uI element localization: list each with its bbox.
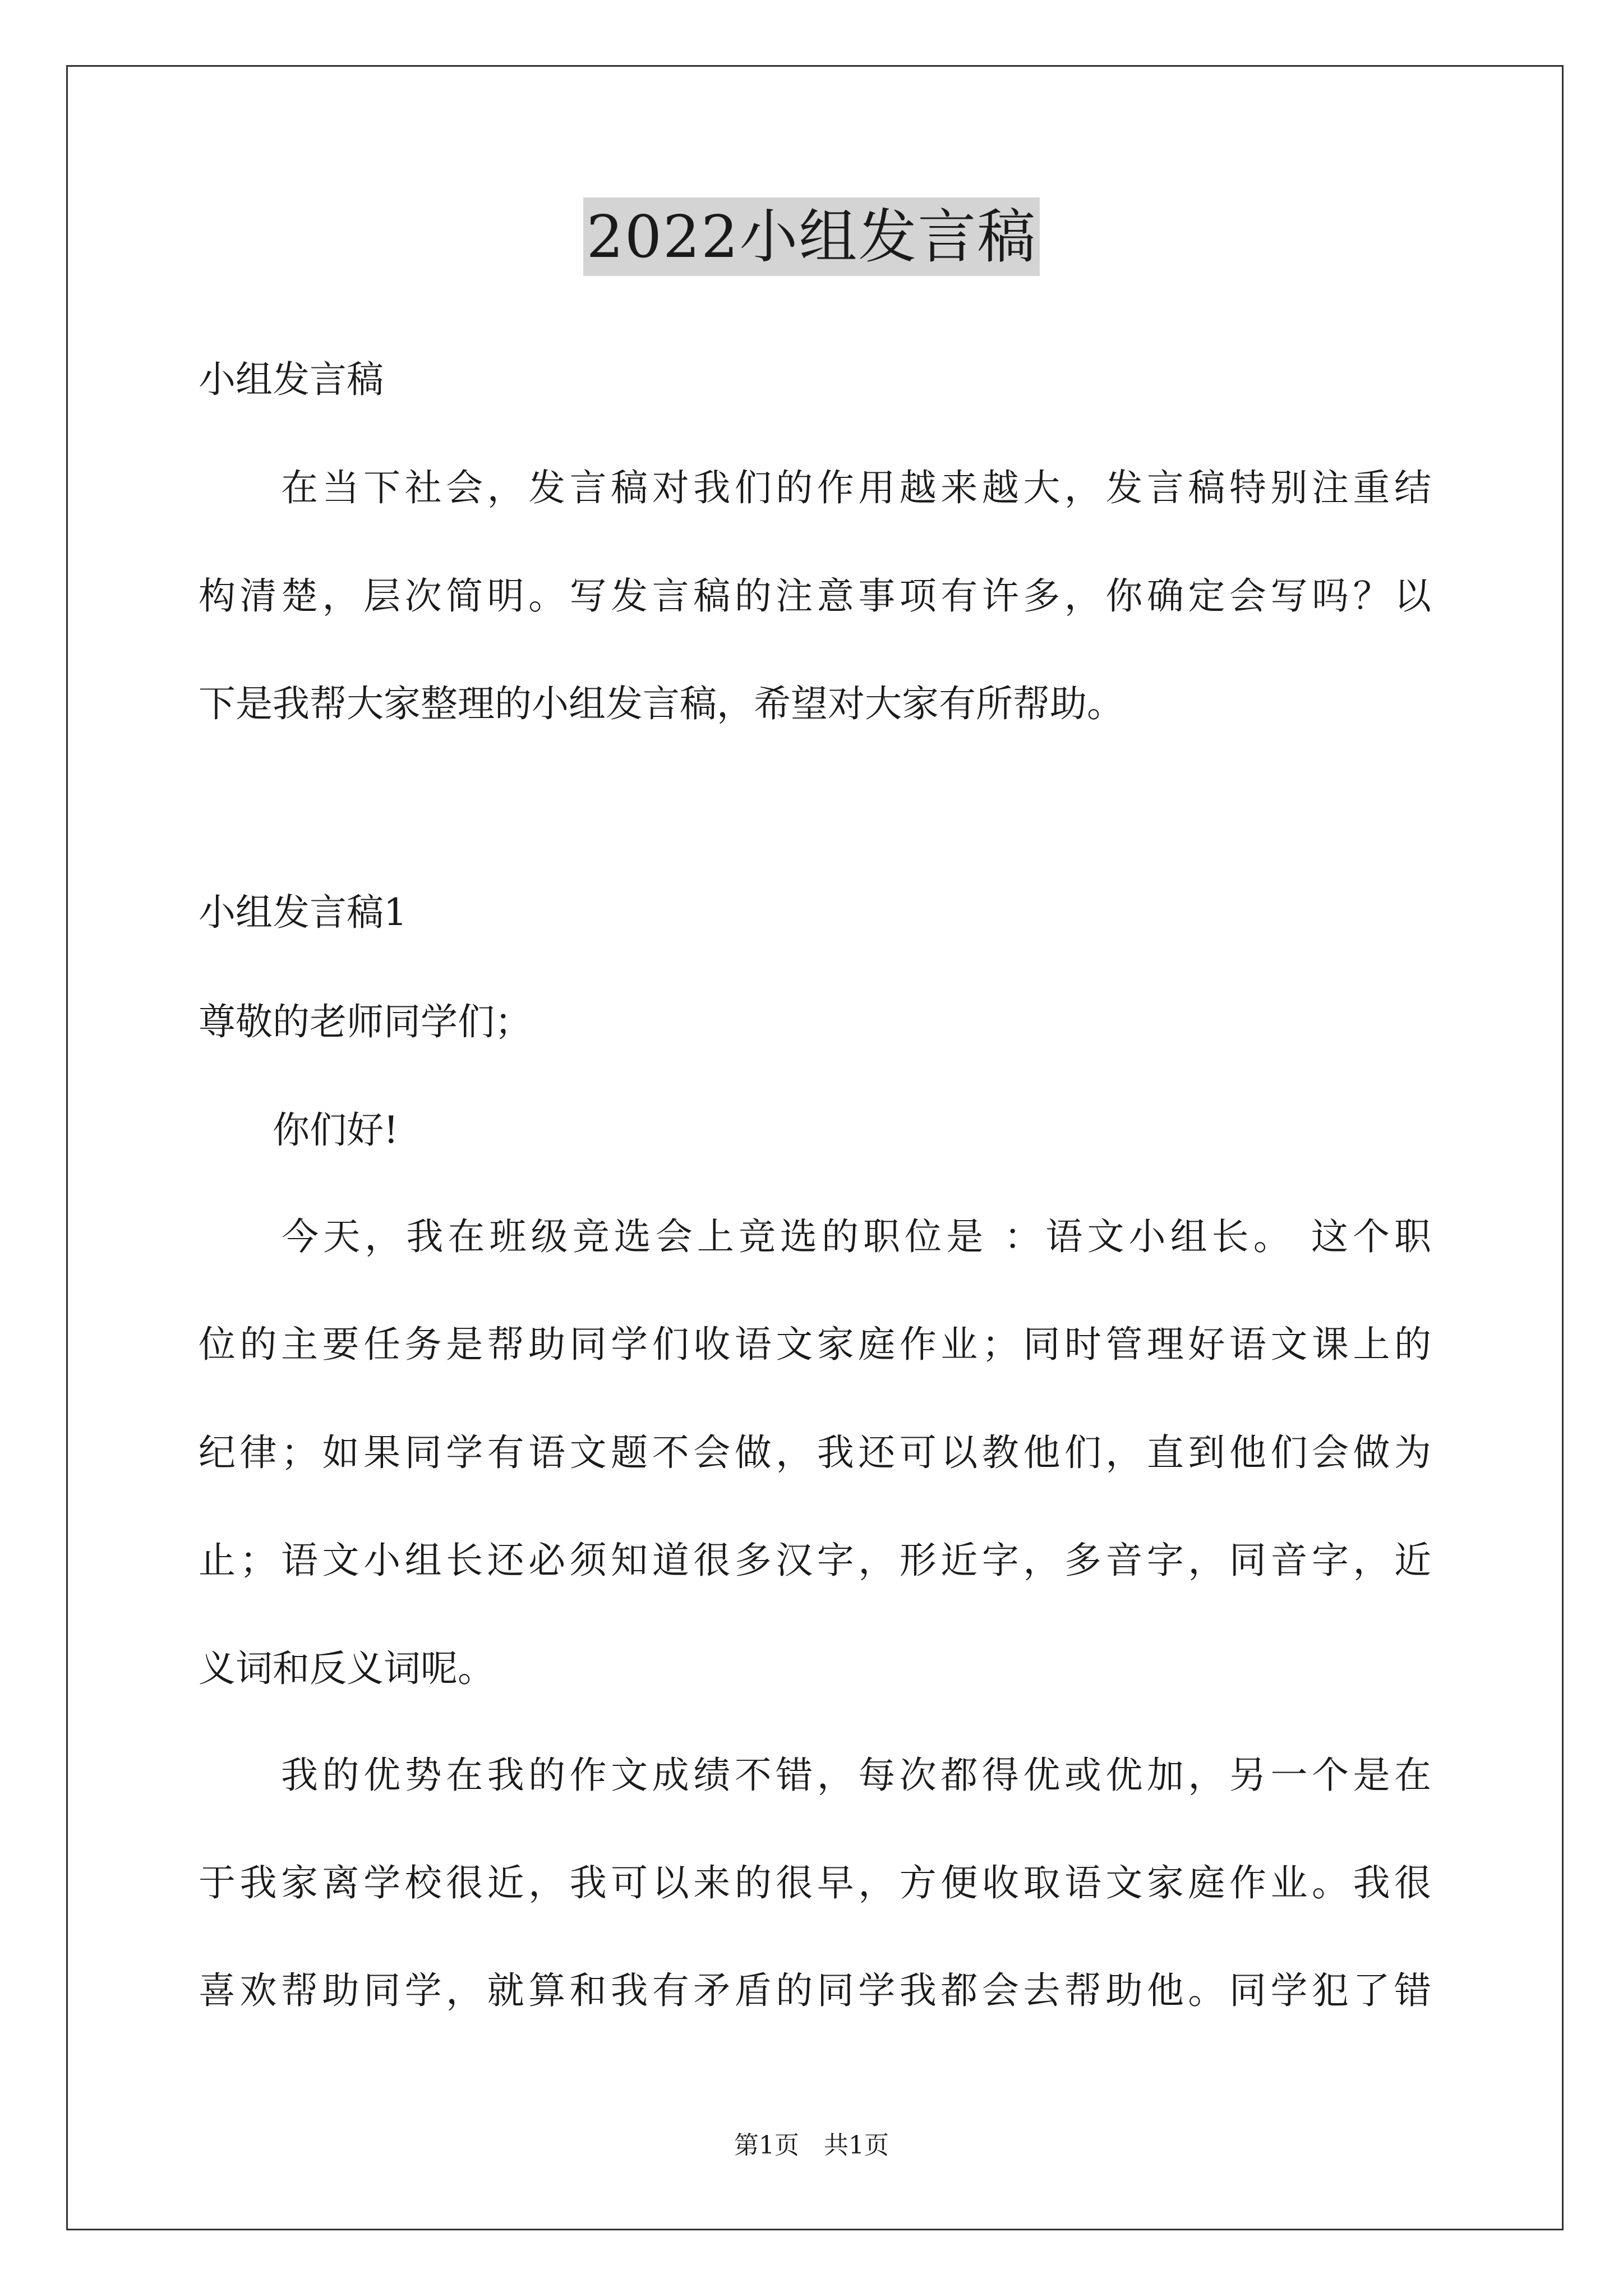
paragraph-line: 位的主要任务是帮助同学们收语文家庭作业；同时管理好语文课上的 bbox=[199, 1323, 1431, 1366]
paragraph-line: 下是我帮大家整理的小组发言稿，希望对大家有所帮助。 bbox=[199, 682, 1124, 725]
intro-heading: 小组发言稿 bbox=[199, 358, 384, 401]
paragraph-line: 在当下社会，发言稿对我们的作用越来越大，发言稿特别注重结 bbox=[199, 466, 1431, 509]
paragraph-line: 止；语文小组长还必须知道很多汉字，形近字，多音字，同音字，近 bbox=[199, 1539, 1431, 1582]
paragraph-line: 构清楚，层次简明。写发言稿的注意事项有许多，你确定会写吗？以 bbox=[199, 574, 1431, 618]
section-heading: 小组发言稿1 bbox=[199, 891, 407, 934]
paragraph-line: 喜欢帮助同学，就算和我有矛盾的同学我都会去帮助他。同学犯了错 bbox=[199, 1969, 1431, 2012]
paragraph-line: 义词和反义词呢。 bbox=[199, 1647, 495, 1690]
paragraph-line: 今天，我在班级竞选会上竞选的职位是 ：语文小组长。 这个职 bbox=[199, 1215, 1431, 1258]
paragraph-line: 于我家离学校很近，我可以来的很早，方便收取语文家庭作业。我很 bbox=[199, 1861, 1431, 1904]
title-container bbox=[0, 197, 1623, 276]
paragraph-line: 纪律；如果同学有语文题不会做，我还可以教他们，直到他们会做为 bbox=[199, 1431, 1431, 1474]
paragraph-line: 我的优势在我的作文成绩不错，每次都得优或优加，另一个是在 bbox=[199, 1754, 1431, 1797]
page-footer: 第1页 共1页 bbox=[734, 2131, 889, 2160]
greeting: 你们好! bbox=[199, 1108, 399, 1152]
salutation: 尊敬的老师同学们； bbox=[199, 1000, 532, 1043]
document-title: 2022小组发言稿 bbox=[583, 197, 1040, 276]
